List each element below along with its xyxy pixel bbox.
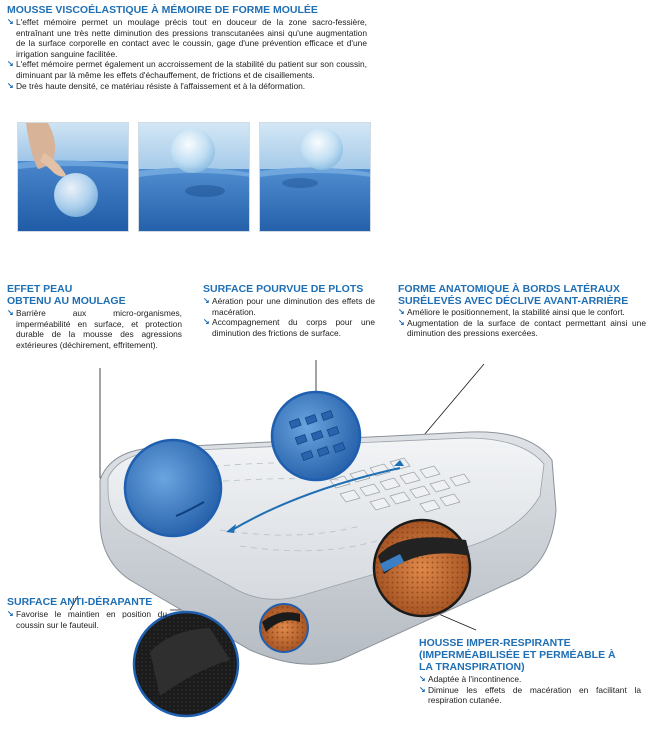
feature-peau-title-line: EFFET PEAU <box>7 283 73 295</box>
feature-plots-list <box>203 296 375 338</box>
list-item: ↘ Augmentation de la surface de contact permettant ainsi une diminution des pressions exercées. <box>398 318 646 339</box>
feature-anti-title: SURFACE ANTI-DÉRAPANTE <box>7 596 153 608</box>
feature-peau-title <box>7 283 126 307</box>
skin-effect-detail <box>125 440 221 536</box>
feature-forme-title-line: FORME ANATOMIQUE À BORDS LATÉRAUX <box>398 283 620 295</box>
feature-peau-title-line: OBTENU AU MOULAGE <box>7 295 126 307</box>
photo-ball-sinking <box>138 122 250 232</box>
feature-forme-title <box>398 283 628 307</box>
feature-housse-title <box>419 637 616 673</box>
list-item: ↘ Accompagnement du corps pour une diminution des frictions de surface. <box>203 317 375 338</box>
feature-forme-list <box>398 307 646 339</box>
cover-inset-detail <box>260 604 308 652</box>
top-title: MOUSSE VISCOÉLASTIQUE À MÉMOIRE DE FORME MOULÉE <box>7 4 318 16</box>
feature-peau-list <box>7 308 182 350</box>
list-item: ↘ L'effet mémoire permet un moulage précis tout en douceur de la zone sacro-fessière, entraînant une très nette diminution des pressions transcutanées ainsi qu'une augmentation de la surface corporelle en contact avec le coussin, gage d'une prévention efficace et d'une irrigation sanguine facilitée. <box>7 17 367 59</box>
list-item: ↘ Améliore le positionnement, la stabilité ainsi que le confort. <box>398 307 646 318</box>
list-item: ↘ Diminue les effets de macération en facilitant la respiration cutanée. <box>419 685 641 706</box>
feature-housse-list <box>419 674 641 706</box>
feature-anti-list <box>7 609 167 630</box>
list-item: ↘ Favorise le maintien en position du coussin sur le fauteuil. <box>7 609 167 630</box>
feature-housse-title-line: LA TRANSPIRATION) <box>419 661 525 673</box>
list-item: ↘ Adaptée à l'incontinence. <box>419 674 641 685</box>
top-bullet-list <box>7 17 367 91</box>
cover-detail <box>374 520 470 616</box>
feature-housse-title-line: (IMPERMÉABILISÉE ET PERMÉABLE À <box>419 649 616 661</box>
plots-detail <box>272 392 360 480</box>
list-item: ↘ De très haute densité, ce matériau résiste à l'affaissement et à la déformation. <box>7 81 367 92</box>
feature-plots-title: SURFACE POURVUE DE PLOTS <box>203 283 364 295</box>
feature-forme-title-line: SURÉLEVÉS AVEC DÉCLIVE AVANT-ARRIÈRE <box>398 295 629 307</box>
list-item: ↘ Barrière aux micro-organismes, imperméabilité en surface, et protection durable de la mousse des agressions extérieures (déchirement, effritement). <box>7 308 182 350</box>
feature-housse-title-line: HOUSSE IMPER-RESPIRANTE <box>419 637 571 649</box>
photo-hand-pressing-ball <box>17 122 129 232</box>
photo-ball-imprint <box>259 122 371 232</box>
list-item: ↘ L'effet mémoire permet également un accroissement de la stabilité du patient sur son coussin, diminuant par là même les effets d'échauffement, de frictions et de cisaillements. <box>7 59 367 80</box>
list-item: ↘ Aération pour une diminution des effets de macération. <box>203 296 375 317</box>
